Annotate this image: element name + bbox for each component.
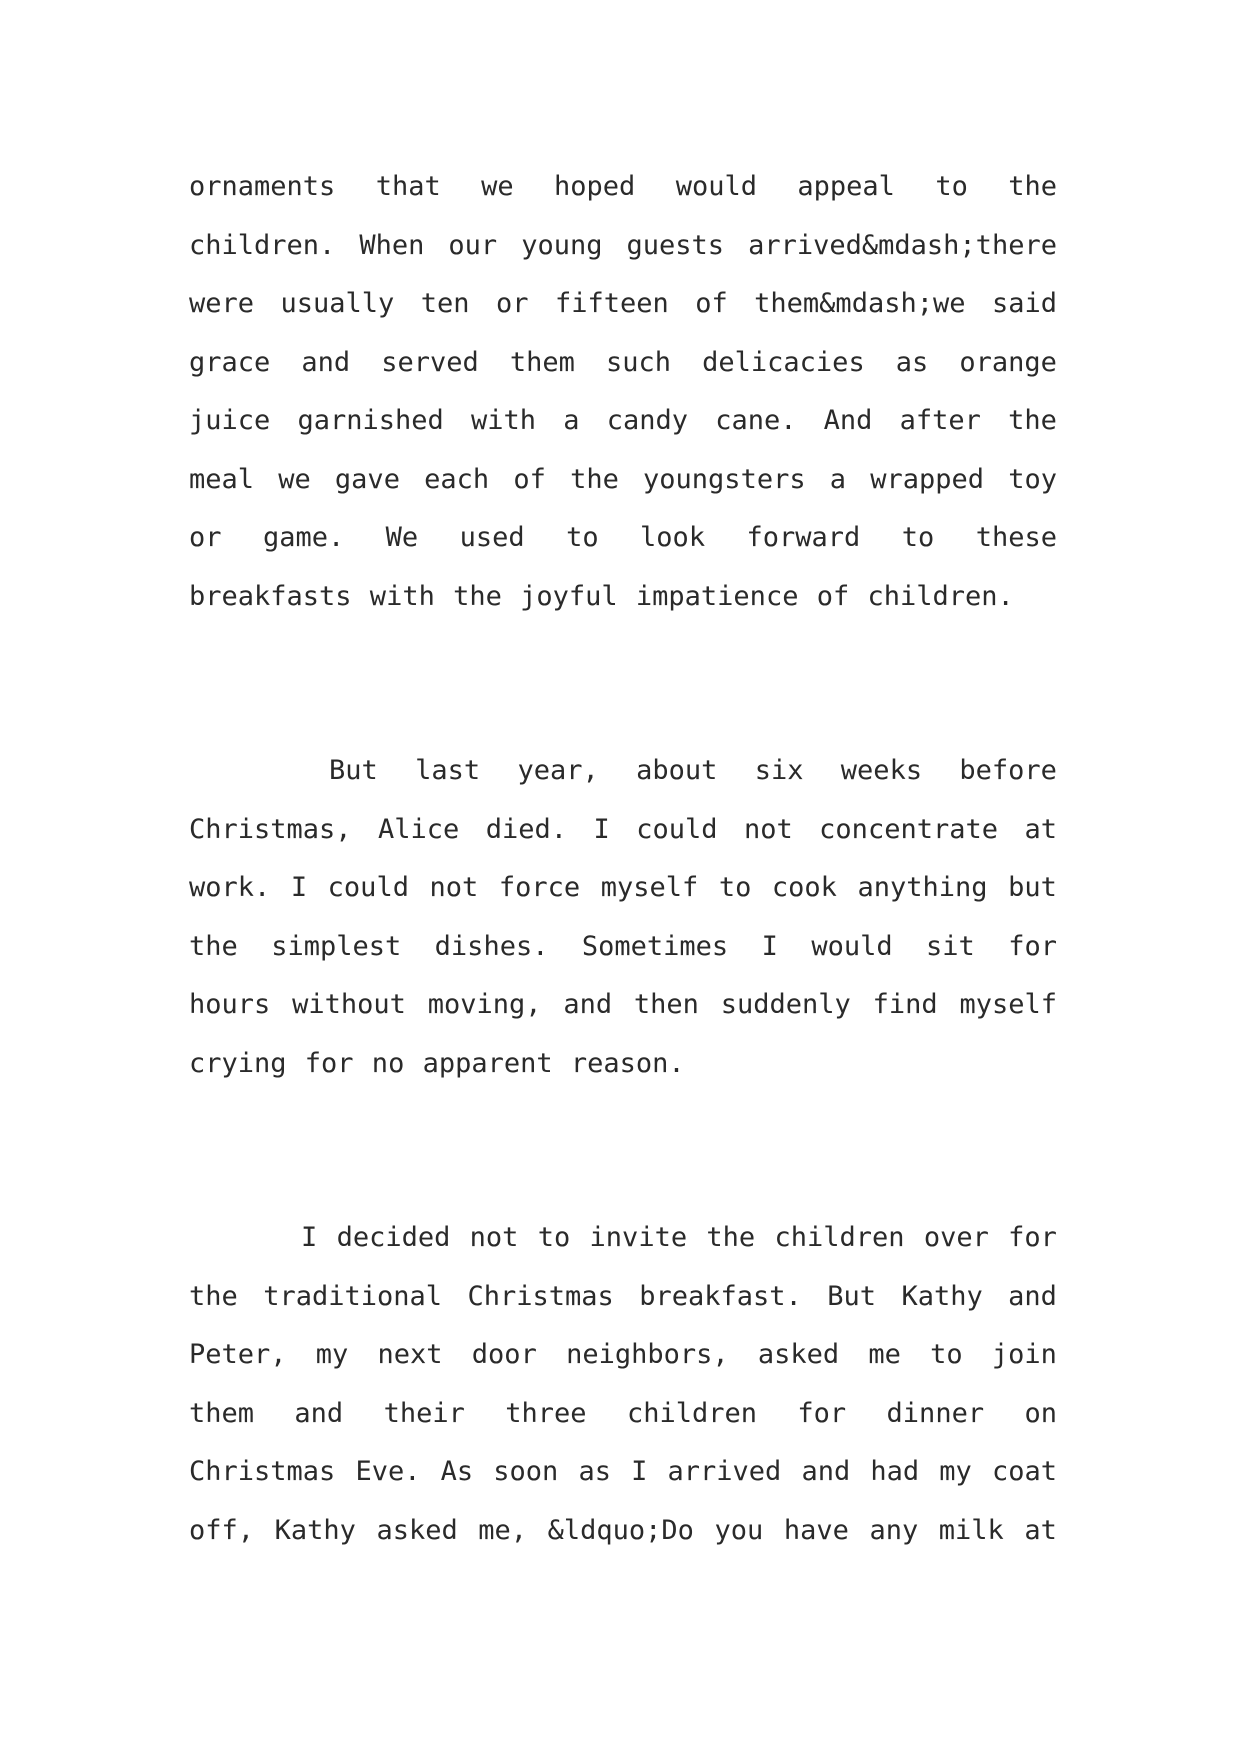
- text-line: crying for no apparent reason.: [189, 1047, 685, 1079]
- text-line: Christmas Eve. As soon as I arrived and had my coat: [189, 1456, 1057, 1487]
- text-line: But last year, about six weeks before: [329, 755, 1057, 786]
- paragraph-1: [189, 158, 1057, 626]
- text-line: I decided not to invite the children over for: [301, 1222, 1057, 1253]
- text-line: or game. We used to look forward to these: [189, 522, 1057, 553]
- text-line: Peter, my next door neighbors, asked me to join: [189, 1339, 1057, 1370]
- text-line: them and their three children for dinner on: [189, 1397, 1057, 1429]
- paragraph-2: [189, 742, 1057, 1093]
- text-line: Christmas, Alice died. I could not concentrate at: [189, 813, 1057, 845]
- text-line: ornaments that we hoped would appeal to the: [189, 171, 1057, 202]
- text-line: work. I could not force myself to cook anything but: [189, 872, 1057, 903]
- paragraph-3: [189, 1209, 1057, 1560]
- text-line: grace and served them such delicacies as orange: [189, 346, 1057, 378]
- text-line: meal we gave each of the youngsters a wrapped toy: [189, 463, 1057, 495]
- text-line: the traditional Christmas breakfast. But Kathy and: [189, 1280, 1057, 1312]
- text-line: were usually ten or fifteen of them&mdash;we said: [189, 288, 1057, 319]
- text-line: off, Kathy asked me, &ldquo;Do you have any milk at: [189, 1514, 1057, 1546]
- text-line: the simplest dishes. Sometimes I would sit for: [189, 930, 1057, 962]
- text-line: children. When our young guests arrived&mdash;there: [189, 229, 1057, 261]
- text-line: breakfasts with the joyful impatience of children.: [189, 580, 1014, 612]
- text-line: hours without moving, and then suddenly find myself: [189, 989, 1057, 1020]
- text-line: juice garnished with a candy cane. And after the: [189, 405, 1057, 436]
